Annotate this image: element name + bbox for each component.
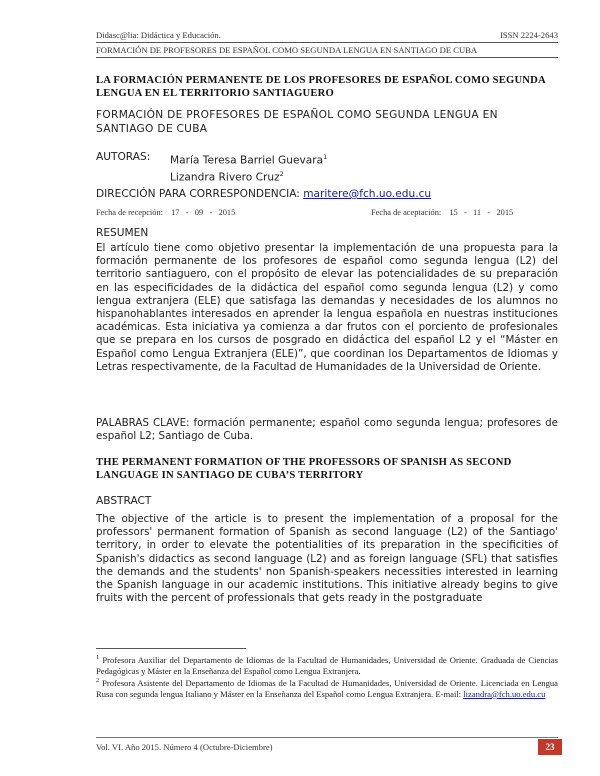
- running-title: FORMACIÓN DE PROFESORES DE ESPAÑOL COMO SEGUNDA LENGUA EN SANTIAGO DE CUBA: [96, 45, 478, 55]
- authors: [96, 150, 558, 184]
- author-2: Lizandra Rivero Cruz: [170, 171, 280, 184]
- footnote-2-email-link[interactable]: lizandra@fch.uo.edu.cu: [463, 688, 546, 699]
- author-1: María Teresa Barriel Guevara: [170, 154, 324, 167]
- correspondence-label: DIRECCIÓN PARA CORRESPONDENCIA:: [96, 188, 300, 200]
- header-rule: [96, 42, 558, 43]
- received-date: 17 - 09 - 2015: [171, 208, 236, 217]
- title-en: THE PERMANENT FORMATION OF THE PROFESSORS OF SPANISH AS SECOND LANGUAGE IN SANTIAGO DE CUBA’S TERRITORY: [96, 457, 512, 481]
- author-1-footnote-ref[interactable]: 1: [323, 153, 328, 161]
- received-label: Fecha de recepción:: [96, 208, 163, 217]
- accepted-date: 15 - 11 - 2015: [449, 208, 514, 217]
- header-rule-bottom: [96, 57, 558, 58]
- correspondence: [96, 187, 558, 201]
- resumen-heading: RESUMEN: [96, 227, 149, 239]
- dates: [96, 208, 558, 217]
- journal-header: [96, 30, 558, 40]
- footnote-1-number: 1: [96, 654, 100, 661]
- correspondence-email-link[interactable]: maritere@fch.uo.edu.cu: [303, 188, 432, 200]
- footnote-2-number: 2: [96, 677, 100, 684]
- accepted-label: Fecha de aceptación:: [371, 208, 442, 217]
- footnote-2-text: Profesora Asistente del Departamento de Idiomas de la Facultad de Humanidades, Universidad de Oriente. Licenciada en Lengua Rusa con segunda lengua Italiano y Máster en la Enseñanza del Español como Lengua Extranjera. E-mail:: [96, 677, 558, 699]
- footer-volume: Vol. VI. Año 2015. Número 4 (Octubre-Diciembre): [96, 742, 273, 752]
- abstract-body: The objective of the article is to present the implementation of a proposal for the professors' permanent formation of Spanish as second language (L2) of the Santiago' territory, in order to elevate the potentialities of its preparation in the specificities of Spanish's didactics as second language (L2) and as foreign language (SFL) that satisfies the demands and the students' non Spanish-speakers necessities interested in learning the Spanish language in our academic institutions. This initiative already begins to give fruits with the percent of professionals that gets ready in the postgraduate: [96, 513, 558, 605]
- footnote-1: [96, 652, 558, 677]
- title-es: LA FORMACIÓN PERMANENTE DE LOS PROFESORES DE ESPAÑOL COMO SEGUNDA LENGUA EN EL TERRITORIO SANTIAGUERO: [96, 75, 546, 99]
- authors-label: AUTORAS:: [96, 151, 151, 163]
- author-2-footnote-ref[interactable]: 2: [279, 170, 284, 178]
- journal-name: Didasc@lia: Didáctica y Educación.: [96, 30, 221, 40]
- footnote-2: [96, 675, 558, 700]
- footnote-rule: [96, 648, 246, 649]
- abstract-heading: ABSTRACT: [96, 495, 152, 507]
- resumen-body: El artículo tiene como objetivo presentar la implementación de una propuesta para la formación permanente de los profesores de español como segunda lengua (L2) del territorio santiaguero, con el propósito de elevar las potencialidades de su preparación en las especificidades de la didáctica del español como segunda lengua (L2) y como lengua extranjera (ELE) que satisfaga las demandas y necesidades de los alumnos no hispanohablantes interesados en aprender la lengua española en nuestras instituciones académicas. Esta iniciativa ya comienza a dar frutos con el porciento de profesionales que se prepara en los cursos de posgrado en didáctica del español L2 y el “Máster en Español como Lengua Extranjera (ELE)”, que coordinan los Departamentos de Idiomas y Letras respectivamente, de la Facultad de Humanidades de la Universidad de Oriente.: [96, 242, 558, 373]
- footer-rule: [96, 737, 558, 738]
- footnote-1-text: Profesora Auxiliar del Departamento de Idiomas de la Facultad de Humanidades, Universidad de Oriente. Graduada de Ciencias Pedagógicas y Máster en la Enseñanza del Español como Lengua Extranjera.: [96, 654, 559, 676]
- keywords: PALABRAS CLAVE: formación permanente; español como segunda lengua; profesores de español L2; Santiago de Cuba.: [96, 417, 558, 443]
- subtitle-es: FORMACIÓN DE PROFESORES DE ESPAÑOL COMO SEGUNDA LENGUA EN SANTIAGO DE CUBA: [96, 109, 498, 135]
- issn: ISSN 2224-2643: [499, 30, 558, 40]
- page-number: 23: [538, 739, 562, 755]
